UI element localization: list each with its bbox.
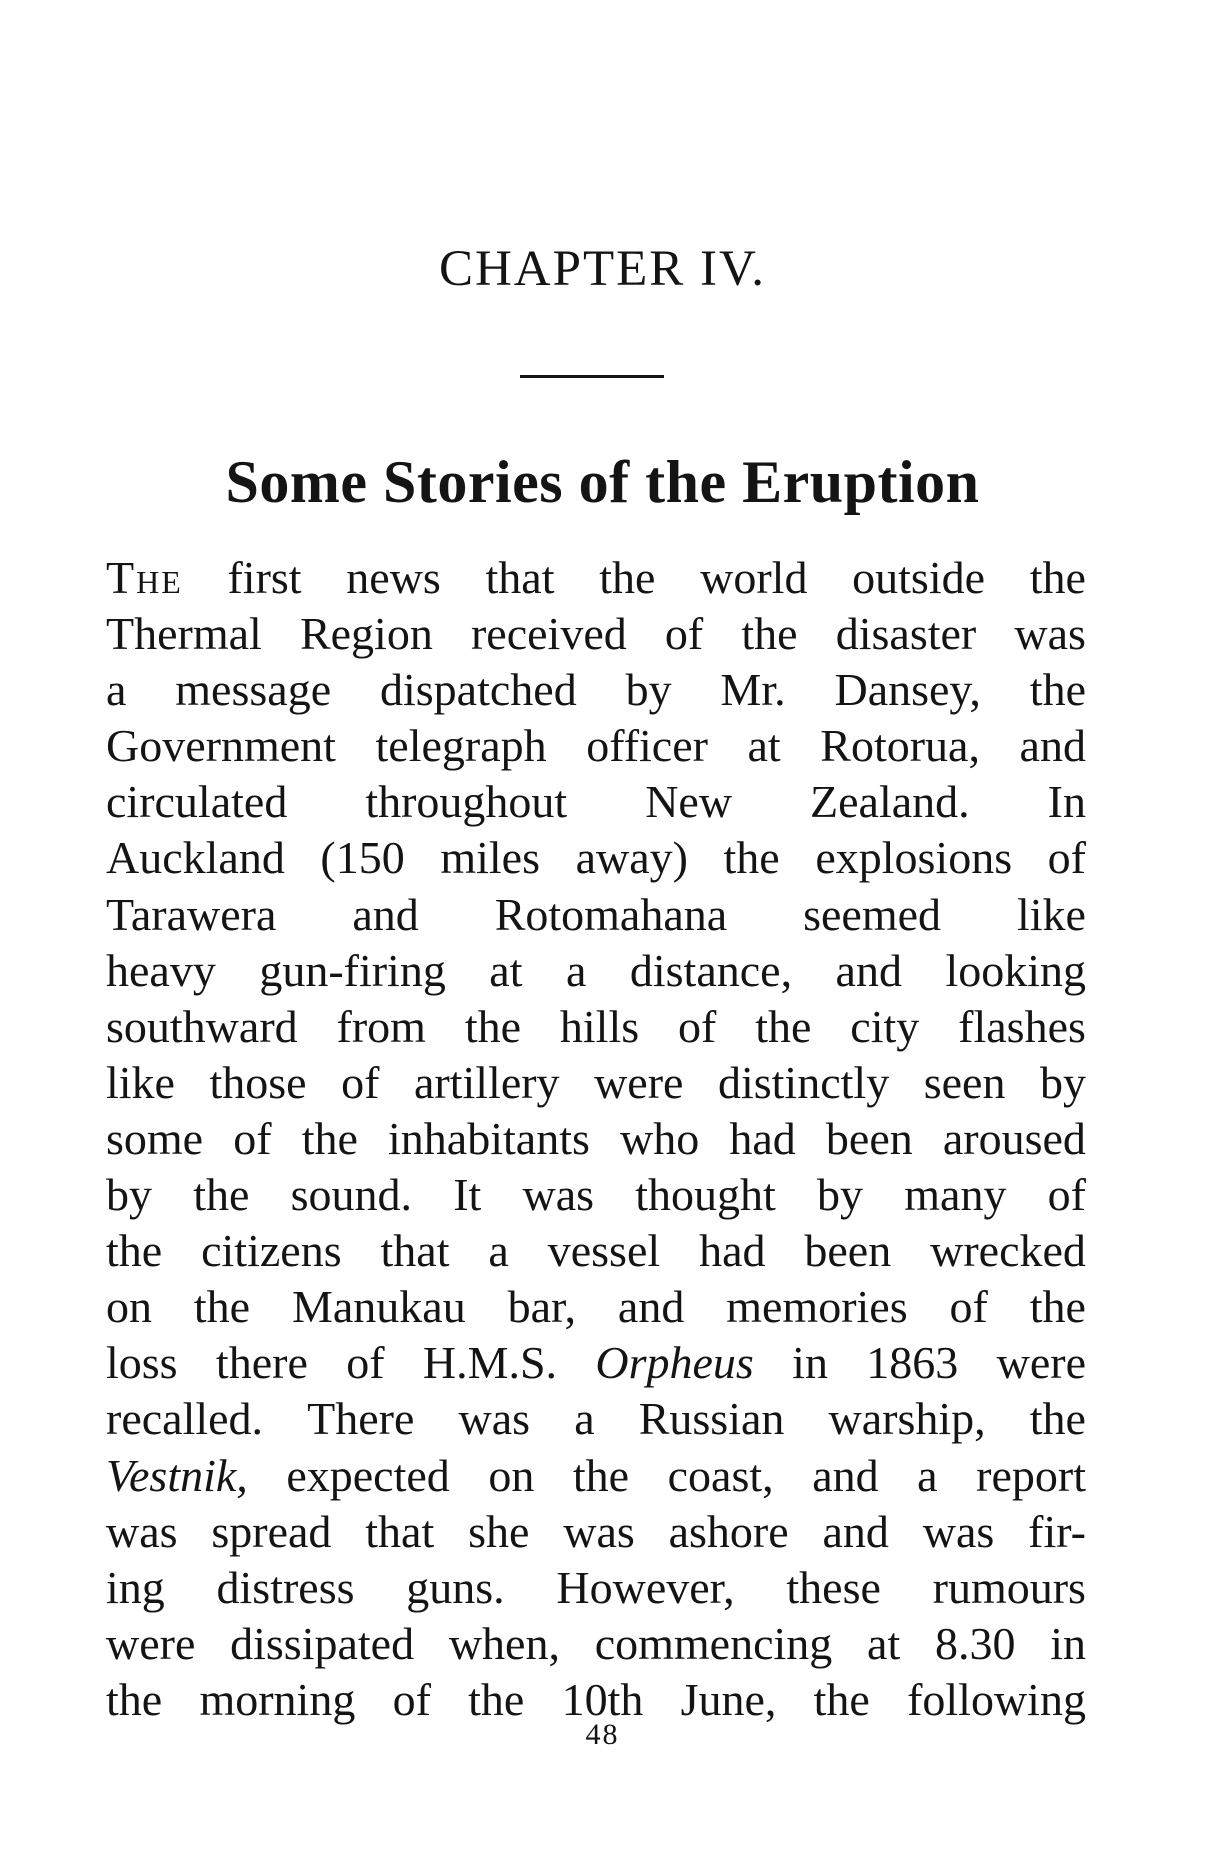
word: report: [976, 1449, 1086, 1501]
word: was: [1014, 608, 1086, 660]
word: officer: [586, 720, 708, 772]
text-line: [106, 662, 1086, 718]
word: some: [106, 1112, 204, 1164]
word: city: [850, 1000, 920, 1052]
word: the: [741, 608, 798, 660]
word: flashes: [958, 1000, 1086, 1052]
word: of: [346, 1337, 385, 1389]
text-line: [106, 1223, 1086, 1279]
word: Russian: [638, 1393, 785, 1445]
word: that: [380, 1225, 450, 1277]
text-line: [106, 1448, 1086, 1504]
word: recalled.: [106, 1393, 264, 1445]
word: distance,: [629, 944, 793, 996]
word: the: [193, 1281, 251, 1333]
chapter-number: CHAPTER IV.: [438, 241, 767, 297]
word: were: [106, 1617, 196, 1669]
word: and: [352, 888, 419, 940]
word: artillery: [413, 1056, 560, 1108]
word: was: [922, 1505, 995, 1557]
word: looking: [945, 944, 1086, 996]
word: ashore: [668, 1505, 789, 1557]
word: Rotomahana: [494, 888, 728, 940]
word: the: [1029, 1393, 1086, 1445]
word: the: [599, 552, 656, 603]
word: she: [468, 1505, 530, 1557]
text-line: [106, 1335, 1086, 1391]
word: by: [1039, 1056, 1086, 1108]
word: expected: [286, 1449, 450, 1501]
word: by: [817, 1169, 864, 1221]
word: morning: [199, 1673, 356, 1725]
word: thought: [635, 1169, 776, 1221]
word: the: [572, 1449, 630, 1501]
text-line: [106, 1560, 1086, 1616]
word: was: [458, 1393, 531, 1445]
word: distinctly: [717, 1056, 890, 1108]
word: Government: [106, 720, 336, 772]
word: southward: [106, 1000, 298, 1052]
word: dissipated: [230, 1617, 415, 1669]
word: world: [700, 552, 808, 603]
word: that: [365, 1505, 435, 1557]
word: disaster: [835, 608, 977, 660]
body-text: [106, 550, 1086, 1728]
word: message: [175, 664, 332, 716]
text-line: [106, 606, 1086, 662]
word: of: [949, 1281, 988, 1333]
text-line: [106, 1111, 1086, 1167]
word: were: [594, 1056, 684, 1108]
word: of: [678, 1000, 717, 1052]
word: Region: [299, 608, 433, 660]
word: and: [835, 944, 902, 996]
word: throughout: [365, 776, 568, 828]
word: 1863: [866, 1337, 959, 1389]
word: at: [489, 944, 523, 996]
word: Tarawera: [106, 888, 277, 940]
text-line: [106, 887, 1086, 943]
word: circulated: [106, 776, 288, 828]
text-line: [106, 1616, 1086, 1672]
word: hills: [559, 1000, 640, 1052]
word: by: [625, 664, 672, 716]
word: a: [917, 1449, 938, 1501]
word: the: [468, 1673, 525, 1725]
word: there: [215, 1337, 308, 1389]
word: and: [822, 1505, 889, 1557]
word: these: [786, 1561, 881, 1613]
text-line: [106, 1055, 1086, 1111]
word: guns.: [406, 1561, 505, 1613]
word: those: [209, 1056, 307, 1108]
word: the: [813, 1673, 870, 1725]
text-line: [106, 550, 1086, 606]
word: coast,: [667, 1449, 774, 1501]
word: the: [723, 832, 780, 884]
word: the: [106, 1673, 163, 1725]
word: had: [729, 1112, 796, 1164]
word: vessel: [547, 1225, 661, 1277]
text-line: [106, 830, 1086, 886]
word: miles: [440, 832, 540, 884]
chapter-title: Some Stories of the Eruption: [225, 449, 980, 515]
word: In: [1047, 776, 1086, 828]
word: of: [1047, 1169, 1086, 1221]
word: 8.30: [934, 1617, 1016, 1669]
word: Manukau: [291, 1281, 466, 1333]
word: sound.: [290, 1169, 413, 1221]
word: the: [464, 1000, 522, 1052]
text-line: [106, 943, 1086, 999]
word: seen: [923, 1056, 1006, 1108]
text-line: [106, 1391, 1086, 1447]
word: The: [106, 552, 183, 603]
word: on: [488, 1449, 535, 1501]
word: a: [574, 1393, 595, 1445]
word: of: [341, 1056, 380, 1108]
word: Dansey,: [834, 664, 981, 716]
italic-word: Orpheus: [595, 1337, 754, 1389]
text-line: [106, 1167, 1086, 1223]
word: was: [563, 1505, 635, 1557]
word: gun-firing: [259, 944, 446, 996]
word: the: [1029, 664, 1086, 716]
word: dispatched: [379, 664, 577, 716]
word: Auckland: [106, 832, 285, 884]
word: inhabitants: [388, 1112, 590, 1164]
word: at: [867, 1617, 901, 1669]
italic-word: Vestnik,: [106, 1449, 248, 1501]
word: spread: [211, 1505, 332, 1557]
word: been: [825, 1112, 913, 1164]
word: the: [1029, 552, 1086, 603]
word: when,: [448, 1617, 560, 1669]
word: the: [301, 1112, 358, 1164]
text-line: [106, 1279, 1086, 1335]
text-line: [106, 1504, 1086, 1560]
heading-divider: [520, 375, 664, 378]
word: was: [522, 1169, 595, 1221]
word: 10th: [561, 1673, 644, 1725]
word: ing: [106, 1561, 165, 1613]
word: There: [307, 1393, 415, 1445]
word: of: [1047, 832, 1086, 884]
word: a: [565, 944, 587, 996]
word: was: [106, 1505, 178, 1557]
word: and: [617, 1281, 685, 1333]
word: Thermal: [106, 608, 262, 660]
word: of: [392, 1673, 431, 1725]
word: bar,: [507, 1281, 577, 1333]
word: warship,: [828, 1393, 986, 1445]
word: distress: [216, 1561, 355, 1613]
text-line: [106, 999, 1086, 1055]
word: that: [485, 552, 555, 603]
word: and: [1019, 720, 1086, 772]
word: the: [193, 1169, 250, 1221]
word: loss: [106, 1337, 178, 1389]
word: wrecked: [930, 1225, 1086, 1277]
word: in: [792, 1337, 828, 1389]
word: at: [747, 720, 781, 772]
word: Rotorua,: [820, 720, 980, 772]
word: of: [664, 608, 704, 660]
word: (150: [320, 832, 405, 884]
word: a: [106, 664, 127, 716]
word: Zealand.: [810, 776, 970, 828]
word: rumours: [932, 1561, 1086, 1613]
word: like: [106, 1056, 175, 1108]
word: on: [106, 1281, 152, 1333]
word: away): [575, 832, 688, 884]
word: the: [755, 1000, 812, 1052]
word: memories: [726, 1281, 908, 1333]
word: first: [227, 552, 302, 603]
word: were: [996, 1337, 1086, 1389]
word: many: [904, 1169, 1007, 1221]
word: from: [336, 1000, 426, 1052]
word: like: [1016, 888, 1086, 940]
word: heavy: [106, 944, 216, 996]
word: However,: [556, 1561, 735, 1613]
page-number: 48: [585, 1718, 620, 1751]
word: outside: [852, 552, 986, 603]
word: fir-: [1028, 1505, 1086, 1557]
word: New: [645, 776, 733, 828]
text-line: [106, 774, 1086, 830]
word: who: [620, 1112, 700, 1164]
word: news: [346, 552, 441, 603]
word: and: [812, 1449, 879, 1501]
word: H.M.S.: [422, 1337, 558, 1389]
word: explosions: [815, 832, 1013, 884]
word: seemed: [803, 888, 942, 940]
word: commencing: [594, 1617, 833, 1669]
word: It: [453, 1169, 482, 1221]
word: aroused: [942, 1112, 1086, 1164]
word: a: [488, 1225, 509, 1277]
word: June,: [680, 1673, 777, 1725]
word: following: [907, 1673, 1086, 1725]
word: citizens: [201, 1225, 342, 1277]
word: Mr.: [720, 664, 786, 716]
word: the: [106, 1225, 163, 1277]
word: of: [233, 1112, 272, 1164]
word: received: [470, 608, 627, 660]
word: by: [106, 1169, 152, 1221]
word: the: [1029, 1281, 1086, 1333]
word: had: [699, 1225, 766, 1277]
word: telegraph: [375, 720, 547, 772]
text-line: [106, 718, 1086, 774]
word: in: [1050, 1617, 1086, 1669]
word: been: [804, 1225, 892, 1277]
